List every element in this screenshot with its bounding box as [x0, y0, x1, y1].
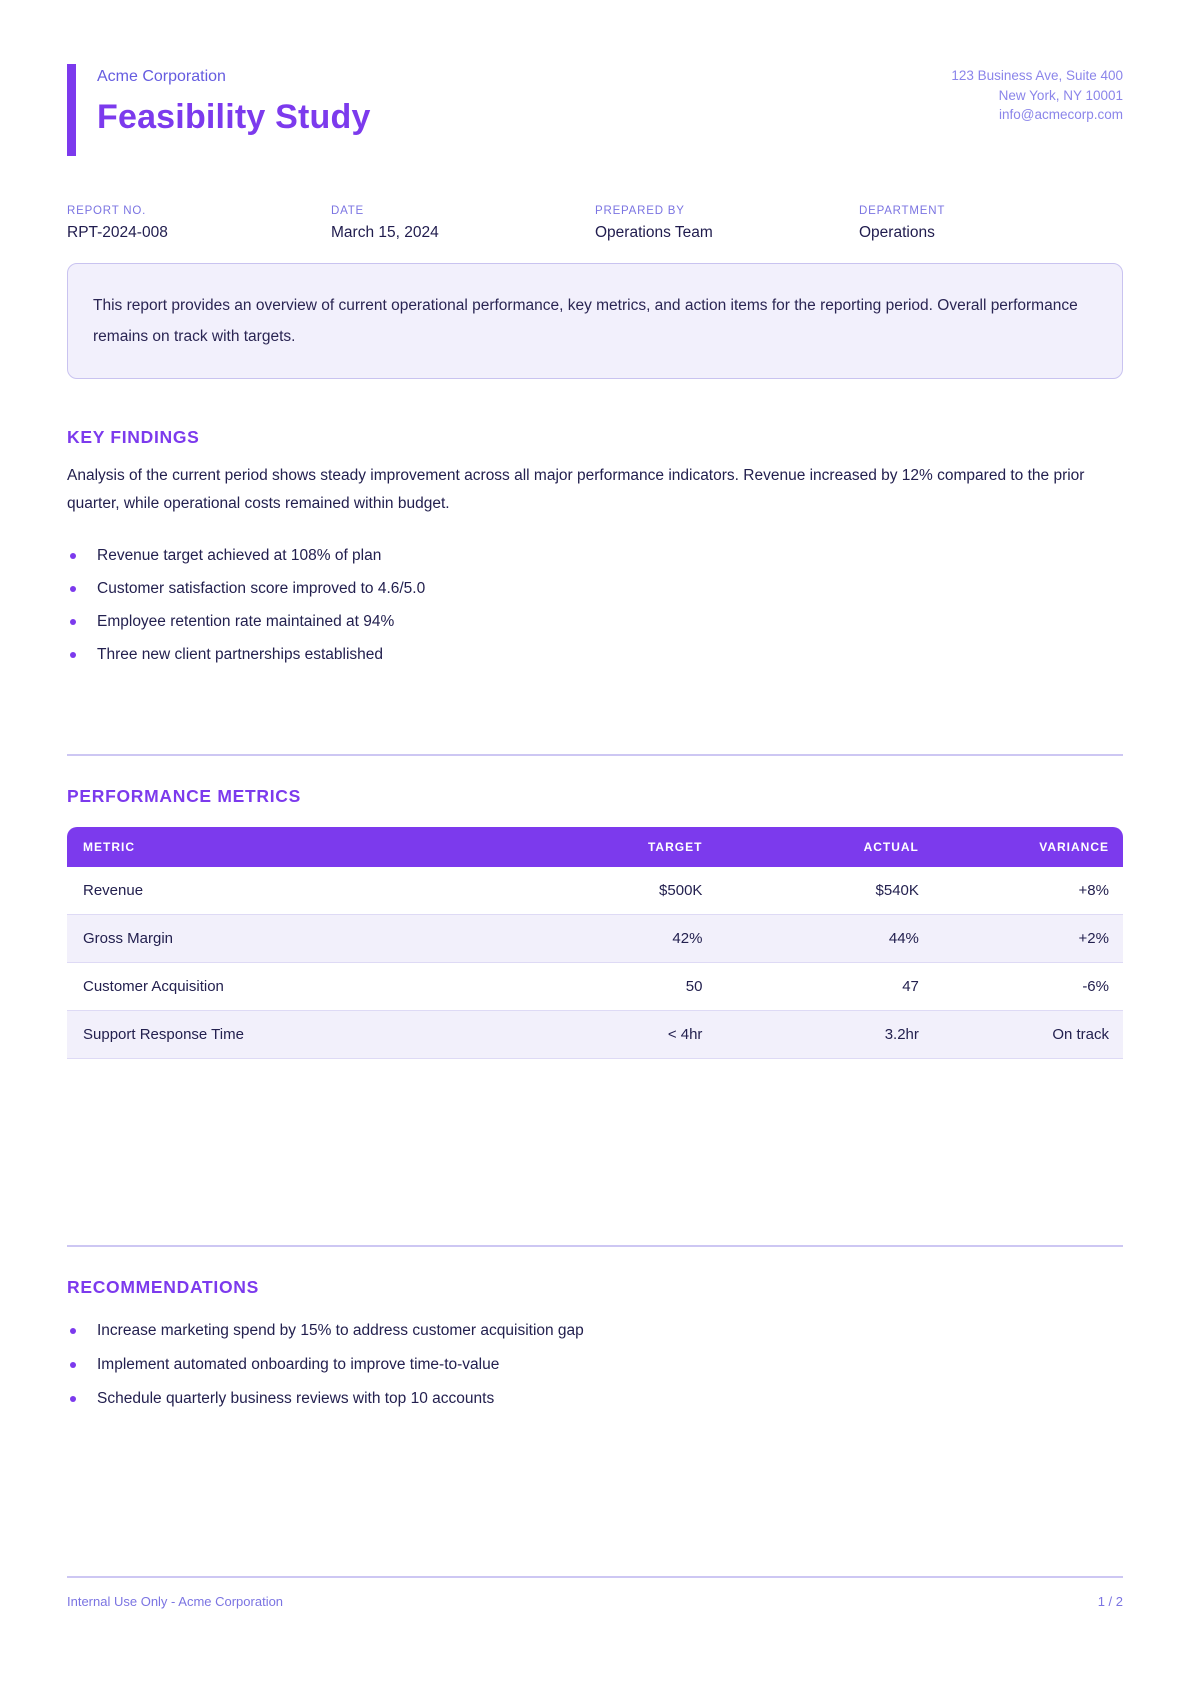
cell-target: 42% [574, 915, 717, 963]
list-item: Increase marketing spend by 15% to address customer acquisition gap [67, 1322, 1123, 1340]
cell-target: < 4hr [574, 1011, 717, 1059]
key-findings-heading: KEY FINDINGS [67, 427, 200, 447]
table-row [67, 963, 1123, 1011]
key-findings-list [67, 547, 1123, 664]
list-item: Customer satisfaction score improved to 4.6/5.0 [67, 580, 1123, 598]
cell-variance: On track [933, 1011, 1123, 1059]
recommendations-list [67, 1322, 1123, 1408]
cell-actual: 44% [716, 915, 932, 963]
cell-metric: Support Response Time [67, 1011, 574, 1059]
address-line: 123 Business Ave, Suite 400 [951, 68, 1123, 83]
list-item: Revenue target achieved at 108% of plan [67, 547, 1123, 565]
meta-prepared-by [595, 205, 859, 242]
company-name: Acme Corporation [97, 68, 226, 85]
meta-value: Operations [859, 224, 935, 241]
meta-department [859, 205, 1123, 242]
meta-label: REPORT NO. [67, 205, 147, 217]
summary-callout: This report provides an overview of current operational performance, key metrics, and action items for the reporting period. Overall performance remains on track with targets. [67, 263, 1123, 379]
meta-date [331, 205, 595, 242]
meta-label: DEPARTMENT [859, 205, 946, 217]
column-header-metric: METRIC [67, 827, 574, 867]
cell-metric: Customer Acquisition [67, 963, 574, 1011]
cell-actual: 47 [716, 963, 932, 1011]
report-header [67, 0, 1123, 156]
footer-confidentiality: Internal Use Only - Acme Corporation [67, 1594, 284, 1609]
column-header-actual: ACTUAL [716, 827, 932, 867]
cell-metric: Gross Margin [67, 915, 574, 963]
address-line: New York, NY 10001 [998, 87, 1123, 103]
table-row [67, 867, 1123, 915]
table-header-row [67, 827, 1123, 867]
cell-variance: +8% [933, 867, 1123, 915]
page-number: 1 / 2 [1097, 1594, 1123, 1609]
cell-variance: -6% [933, 963, 1123, 1011]
key-findings-paragraph: Analysis of the current period shows steady improvement across all major performance indicators. Revenue increased by 12% compared to the prior quarter, while operational costs remained within budget. [67, 467, 1085, 512]
section-divider [67, 1245, 1123, 1247]
recommendations-heading: RECOMMENDATIONS [67, 1277, 259, 1298]
cell-target: 50 [574, 963, 717, 1011]
report-meta [67, 205, 1123, 242]
meta-report-no [67, 205, 331, 242]
meta-label: PREPARED BY [595, 205, 685, 217]
meta-label: DATE [331, 205, 365, 217]
page-title: Feasibility Study [97, 98, 371, 136]
cell-actual: 3.2hr [716, 1011, 932, 1059]
cell-variance: +2% [933, 915, 1123, 963]
accent-bar [67, 64, 76, 156]
meta-value: RPT-2024-008 [67, 224, 168, 241]
meta-value: March 15, 2024 [331, 224, 439, 241]
section-divider [67, 754, 1123, 756]
page-footer [67, 1576, 1123, 1609]
cell-metric: Revenue [67, 867, 574, 915]
list-item: Schedule quarterly business reviews with top 10 accounts [67, 1390, 1123, 1408]
company-address [951, 64, 1123, 125]
table-row [67, 915, 1123, 963]
cell-actual: $540K [716, 867, 932, 915]
table-row [67, 1011, 1123, 1059]
column-header-target: TARGET [574, 827, 717, 867]
meta-value: Operations Team [595, 224, 713, 241]
list-item: Implement automated onboarding to improve time-to-value [67, 1356, 1123, 1374]
list-item: Employee retention rate maintained at 94% [67, 613, 1123, 631]
address-email: info@acmecorp.com [999, 107, 1123, 123]
cell-target: $500K [574, 867, 717, 915]
metrics-table [67, 827, 1123, 1059]
list-item: Three new client partnerships established [67, 646, 1123, 664]
performance-metrics-heading: PERFORMANCE METRICS [67, 786, 301, 807]
column-header-variance: VARIANCE [933, 827, 1123, 867]
